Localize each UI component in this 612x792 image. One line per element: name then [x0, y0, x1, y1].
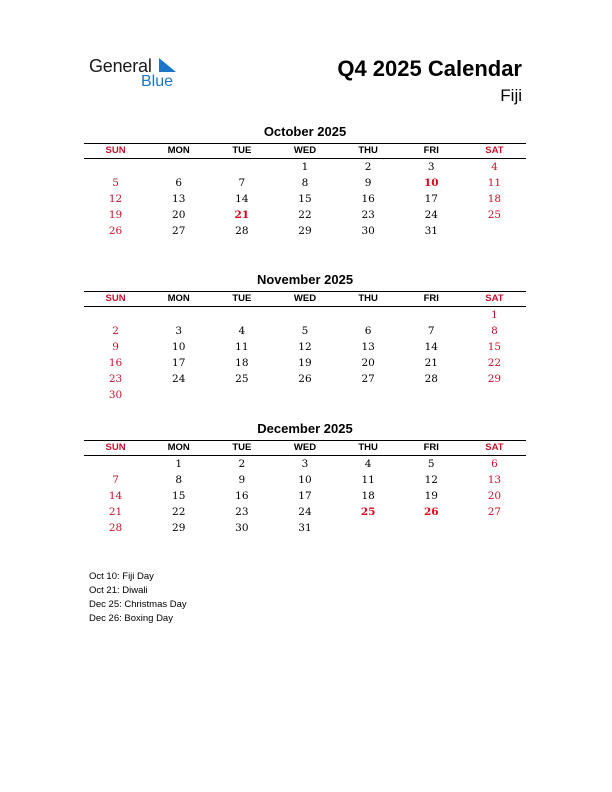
weekday-header-row [84, 143, 526, 159]
day-cell: 19 [424, 490, 438, 502]
day-cell: 12 [108, 193, 123, 205]
day-cell: 29 [487, 373, 502, 385]
weekday-header: FRI [423, 145, 439, 156]
day-cell: 15 [172, 490, 186, 502]
day-cell: 11 [487, 177, 502, 189]
day-cell: 28 [424, 373, 438, 385]
month-block [84, 421, 526, 536]
weekday-header: SUN [105, 293, 126, 304]
day-cell: 18 [487, 193, 502, 205]
day-cell: 9 [238, 474, 246, 486]
day-cell: 27 [487, 506, 502, 518]
weekday-header: WED [293, 145, 317, 156]
day-cell: 25 [487, 209, 502, 221]
logo-general-text: General [89, 56, 152, 76]
day-cell: 21 [108, 506, 123, 518]
day-cell [210, 159, 273, 175]
day-cell: 25 [360, 506, 376, 518]
weekday-header-row [84, 440, 526, 456]
day-cell [273, 387, 336, 403]
day-cell: 11 [361, 474, 375, 486]
week-row [84, 339, 526, 355]
day-cell: 27 [361, 373, 375, 385]
day-cell: 9 [112, 341, 119, 353]
day-cell: 16 [235, 490, 249, 502]
weekday-header: WED [293, 293, 317, 304]
week-row [84, 323, 526, 339]
week-row [84, 307, 526, 323]
weekday-header: TUE [232, 442, 252, 453]
month-title: November 2025 [256, 272, 354, 287]
weekday-header: SUN [105, 145, 126, 156]
day-cell [210, 307, 273, 323]
day-cell: 21 [424, 357, 438, 369]
day-cell: 28 [235, 225, 249, 237]
logo-blue-text: Blue [141, 73, 174, 90]
month-title: October 2025 [263, 124, 347, 139]
week-row [84, 355, 526, 371]
day-cell: 1 [175, 458, 183, 470]
day-cell: 23 [361, 209, 375, 221]
day-cell: 21 [234, 209, 250, 221]
day-cell: 31 [424, 225, 438, 237]
day-cell: 5 [427, 458, 435, 470]
day-cell: 29 [298, 225, 312, 237]
day-cell: 6 [364, 325, 372, 337]
day-cell: 8 [491, 325, 498, 337]
weekday-header: FRI [423, 293, 439, 304]
holiday-item: Dec 25: Christmas Day [89, 599, 187, 610]
day-cell: 3 [301, 458, 309, 470]
holiday-item: Oct 10: Fiji Day [89, 571, 154, 582]
weekday-header: THU [358, 145, 378, 156]
day-cell: 19 [108, 209, 123, 221]
day-cell: 19 [298, 357, 312, 369]
week-row [84, 159, 526, 175]
day-cell [337, 520, 400, 536]
day-cell: 4 [364, 458, 372, 470]
day-cell: 6 [175, 177, 183, 189]
day-cell: 18 [235, 357, 249, 369]
day-cell: 12 [424, 474, 438, 486]
weekday-header: SAT [485, 442, 504, 453]
weekday-header: THU [358, 293, 378, 304]
day-cell [147, 387, 210, 403]
day-cell: 26 [108, 225, 123, 237]
day-cell [337, 307, 400, 323]
day-cell: 7 [238, 177, 246, 189]
day-cell: 5 [112, 177, 119, 189]
day-cell [463, 520, 526, 536]
day-cell: 26 [298, 373, 312, 385]
day-cell: 17 [172, 357, 186, 369]
holiday-item: Oct 21: Diwali [89, 585, 148, 596]
day-cell: 8 [175, 474, 183, 486]
day-cell: 14 [424, 341, 438, 353]
day-cell: 17 [298, 490, 312, 502]
day-cell: 27 [172, 225, 186, 237]
week-row [84, 472, 526, 488]
week-row [84, 191, 526, 207]
day-cell: 17 [424, 193, 438, 205]
week-row [84, 207, 526, 223]
day-cell: 1 [491, 309, 498, 321]
week-row [84, 387, 526, 403]
weekday-header: THU [358, 442, 378, 453]
holiday-item: Dec 26: Boxing Day [89, 613, 173, 624]
day-cell [463, 223, 526, 239]
day-cell: 30 [235, 522, 249, 534]
weekday-header: SUN [105, 442, 126, 453]
weekday-header: FRI [423, 442, 439, 453]
day-cell: 24 [172, 373, 186, 385]
day-cell: 30 [108, 389, 123, 401]
day-cell: 14 [108, 490, 123, 502]
week-row [84, 371, 526, 387]
day-cell: 14 [235, 193, 249, 205]
day-cell: 16 [361, 193, 375, 205]
day-cell: 15 [298, 193, 312, 205]
week-row [84, 504, 526, 520]
day-cell: 13 [361, 341, 375, 353]
day-cell: 29 [172, 522, 186, 534]
weekday-header: SAT [485, 293, 504, 304]
day-cell: 20 [172, 209, 186, 221]
day-cell: 5 [301, 325, 309, 337]
day-cell: 20 [487, 490, 502, 502]
country-name: Fiji [500, 86, 522, 105]
day-cell: 2 [364, 161, 372, 173]
page-title: Q4 2025 Calendar [337, 56, 522, 81]
day-cell: 3 [427, 161, 435, 173]
logo [89, 56, 189, 96]
weekday-header: WED [293, 442, 317, 453]
day-cell: 4 [238, 325, 246, 337]
day-cell: 2 [112, 325, 119, 337]
weekday-header: MON [167, 442, 190, 453]
day-cell: 1 [301, 161, 309, 173]
day-cell [337, 387, 400, 403]
day-cell: 13 [487, 474, 502, 486]
day-cell: 28 [108, 522, 123, 534]
day-cell: 4 [491, 161, 498, 173]
day-cell: 23 [108, 373, 123, 385]
day-cell [400, 307, 463, 323]
day-cell: 6 [491, 458, 498, 470]
day-cell: 10 [298, 474, 312, 486]
day-cell: 7 [427, 325, 435, 337]
week-row [84, 520, 526, 536]
day-cell: 26 [423, 506, 439, 518]
week-row [84, 488, 526, 504]
day-cell: 30 [361, 225, 375, 237]
month-block [84, 124, 526, 239]
day-cell: 8 [301, 177, 309, 189]
day-cell: 18 [361, 490, 375, 502]
day-cell [273, 307, 336, 323]
day-cell: 7 [112, 474, 119, 486]
day-cell: 12 [298, 341, 312, 353]
day-cell: 31 [298, 522, 312, 534]
day-cell [147, 307, 210, 323]
weekday-header: MON [167, 145, 190, 156]
day-cell: 23 [235, 506, 249, 518]
day-cell: 22 [298, 209, 312, 221]
day-cell [400, 520, 463, 536]
month-block [84, 272, 526, 403]
day-cell [84, 159, 147, 175]
day-cell: 13 [172, 193, 186, 205]
weekday-header: TUE [232, 145, 252, 156]
day-cell: 24 [424, 209, 438, 221]
week-row [84, 175, 526, 191]
day-cell [84, 456, 147, 472]
day-cell [463, 387, 526, 403]
day-cell: 10 [423, 177, 439, 189]
day-cell: 16 [108, 357, 123, 369]
week-row [84, 456, 526, 472]
weekday-header: MON [167, 293, 190, 304]
day-cell: 2 [238, 458, 246, 470]
month-title: December 2025 [257, 421, 353, 436]
holiday-list [89, 570, 187, 626]
day-cell [210, 387, 273, 403]
day-cell: 25 [235, 373, 249, 385]
weekday-header: TUE [232, 293, 252, 304]
weekday-header: SAT [485, 145, 504, 156]
day-cell [400, 387, 463, 403]
day-cell: 20 [361, 357, 375, 369]
logo-triangle-icon [159, 58, 176, 72]
day-cell: 9 [364, 177, 372, 189]
day-cell [147, 159, 210, 175]
day-cell: 3 [175, 325, 183, 337]
week-row [84, 223, 526, 239]
day-cell [84, 307, 147, 323]
day-cell: 11 [235, 341, 249, 353]
day-cell: 22 [172, 506, 186, 518]
day-cell: 24 [298, 506, 312, 518]
day-cell: 15 [487, 341, 502, 353]
day-cell: 10 [172, 341, 186, 353]
day-cell: 22 [487, 357, 502, 369]
weekday-header-row [84, 291, 526, 307]
